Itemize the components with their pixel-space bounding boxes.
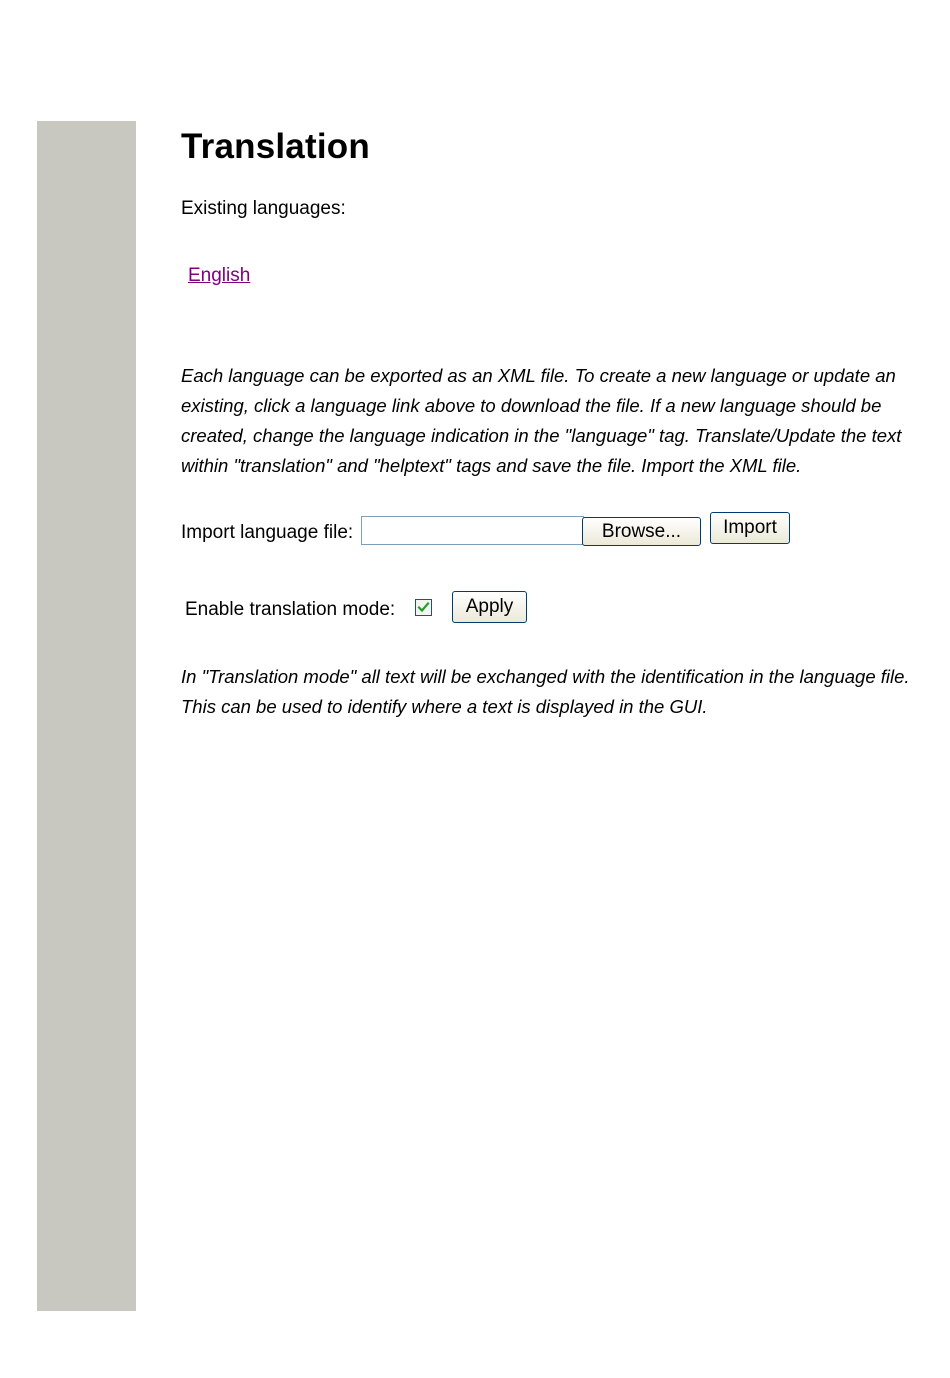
export-help-text: Each language can be exported as an XML file. To create a new language or update an existing, click a language link above to download the file. If a new language should be created, change the language indication in the "language" tag. Translate/Update the text within "translation" and "helptext" tags and save the file. Import the XML file. — [181, 365, 902, 476]
language-link-english[interactable]: English — [188, 265, 251, 286]
import-button[interactable]: Import — [710, 512, 790, 544]
apply-button[interactable]: Apply — [452, 591, 527, 623]
existing-languages-label: Existing languages: — [181, 198, 346, 219]
translation-mode-checkbox[interactable] — [415, 599, 432, 616]
enable-translation-mode-label: Enable translation mode: — [185, 599, 396, 620]
import-file-input[interactable] — [361, 516, 584, 545]
translation-mode-row — [185, 590, 685, 624]
translation-mode-help-text: In "Translation mode" all text will be exchanged with the identification in the language file. This can be used to identify where a text is displayed in the GUI. — [181, 666, 910, 717]
page-title: Translation — [181, 127, 370, 166]
browse-button[interactable]: Browse... — [582, 517, 701, 546]
left-sidebar — [37, 121, 136, 1311]
import-row — [181, 511, 881, 547]
import-language-file-label: Import language file: — [181, 522, 354, 543]
checkmark-icon — [417, 601, 430, 614]
